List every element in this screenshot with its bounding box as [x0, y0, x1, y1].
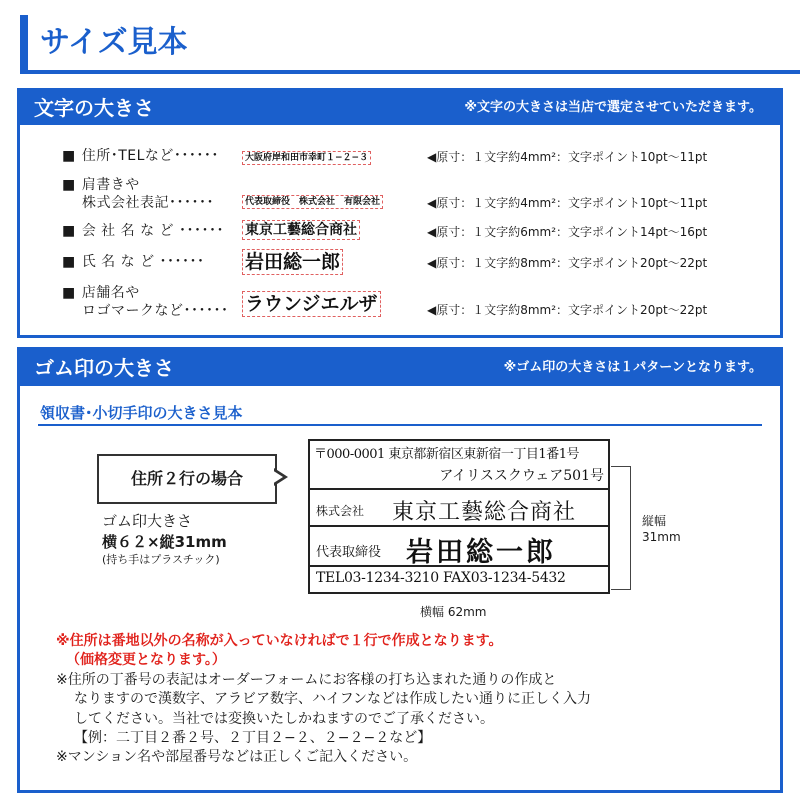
size-row-label-text: 住所･TELなど･･････: [81, 148, 219, 164]
size-row-label: [62, 284, 140, 302]
size-sample: ラウンジエルザ: [242, 291, 381, 317]
rubber-size-header: [20, 350, 780, 386]
stamp-divider: [310, 488, 608, 490]
stamp-address-line-2: アイリススクウェア501号: [439, 468, 604, 484]
address-example-line: 【例：二丁目２番２号、２丁目２−２、２−２−２など】: [74, 730, 432, 746]
size-sample: 代表取締役 株式会社 有限会社: [242, 195, 383, 209]
room-number-note: ※マンション名や部屋番号などは正しくご記入ください。: [56, 749, 418, 765]
size-row-label: [62, 147, 219, 165]
square-bullet-icon: ■: [62, 148, 76, 164]
square-bullet-icon: ■: [62, 223, 76, 239]
stamp-name: 岩田総一郎: [406, 537, 556, 568]
text-size-header: [20, 91, 780, 125]
stamp-company-name: 東京工藝総合商社: [392, 500, 577, 525]
square-bullet-icon: ■: [62, 177, 76, 193]
title-underline: [20, 70, 800, 74]
receipt-stamp-subheading: 領収書･小切手印の大きさ見本: [40, 404, 243, 422]
page-title: サイズ見本: [40, 25, 188, 60]
stamp-size-dimensions: 横６２×縦31mm: [102, 533, 227, 551]
stamp-address-line-1: 〒000-0001 東京都新宿区東新宿一丁目1番1号: [314, 447, 579, 462]
rubber-size-heading-note: ※ゴム印の大きさは１パターンとなります。: [503, 360, 762, 375]
callout-pointer-fill: [272, 470, 283, 484]
size-row-note: ◀原寸：１文字約8mm²：文字ポイント20pt〜22pt: [427, 303, 708, 317]
rubber-size-heading: ゴム印の大きさ: [34, 356, 174, 380]
stamp-size-caption: ゴム印大きさ: [102, 512, 193, 530]
square-bullet-icon: ■: [62, 285, 76, 301]
size-sample: 東京工藝総合商社: [242, 220, 360, 240]
height-dimension-line: [630, 466, 631, 590]
height-dimension-bottom-tick: [611, 589, 631, 590]
title-accent-bar: [20, 15, 28, 70]
address-note-line: なりますので漢数字、アラビア数字、ハイフンなどは作成したい通りに正しく入力: [74, 691, 592, 707]
size-row-note: ◀原寸：１文字約4mm²：文字ポイント10pt〜11pt: [427, 150, 708, 164]
size-sample: 大阪府岸和田市幸町１−２−３: [242, 151, 371, 165]
two-line-address-callout: 住所２行の場合: [97, 454, 277, 504]
size-row-note: ◀原寸：１文字約6mm²：文字ポイント14pt〜16pt: [427, 225, 708, 239]
height-value: 31mm: [642, 530, 681, 544]
text-size-heading-note: ※文字の大きさは当店で選定させていただきます。: [464, 100, 762, 115]
address-note-line: ※住所の丁番号の表記はオーダーフォームにお客様の打ち込まれた通りの作成と: [56, 672, 557, 688]
square-bullet-icon: ■: [62, 254, 76, 270]
text-size-heading: 文字の大きさ: [34, 96, 154, 120]
stamp-title: 代表取締役: [316, 545, 382, 560]
stamp-phone-fax: TEL03-1234-3210 FAX03-1234-5432: [316, 570, 566, 586]
red-warning-note: （価格変更となります。）: [66, 652, 226, 668]
size-row-note: ◀原寸：１文字約4mm²：文字ポイント10pt〜11pt: [427, 196, 708, 210]
size-row-label-text: 会 社 名 な ど ･･････: [81, 223, 224, 239]
stamp-handle-note: (持ち手はプラスチック): [102, 553, 220, 566]
size-sample: 岩田総一郎: [242, 249, 343, 275]
size-row-note: ◀原寸：１文字約8mm²：文字ポイント20pt〜22pt: [427, 256, 708, 270]
size-row-label: [62, 222, 224, 240]
size-row-label: [62, 253, 205, 271]
rubber-stamp-sample: [308, 439, 610, 594]
size-row-label-text: 株式会社表記･･････: [82, 195, 214, 211]
size-row-label-text: ロゴマークなど･･････: [82, 303, 229, 319]
height-dimension-top-tick: [611, 466, 631, 467]
subheading-underline: [38, 424, 762, 426]
height-label: 縦幅: [642, 514, 667, 528]
red-warning-note: ※住所は番地以外の名称が入っていなければで１行で作成となります。: [56, 633, 503, 649]
size-row-label: [62, 176, 140, 194]
stamp-company-prefix: 株式会社: [316, 504, 365, 518]
size-row-label-text: 肩書きや: [81, 177, 140, 193]
address-note-line: してください。当社では変換いたしかねますのでご了承ください。: [74, 711, 494, 727]
width-label: 横幅 62mm: [420, 605, 487, 619]
size-row-label-text: 店舗名や: [81, 285, 140, 301]
size-row-label-text: 氏 名 な ど ･･････: [81, 254, 205, 270]
